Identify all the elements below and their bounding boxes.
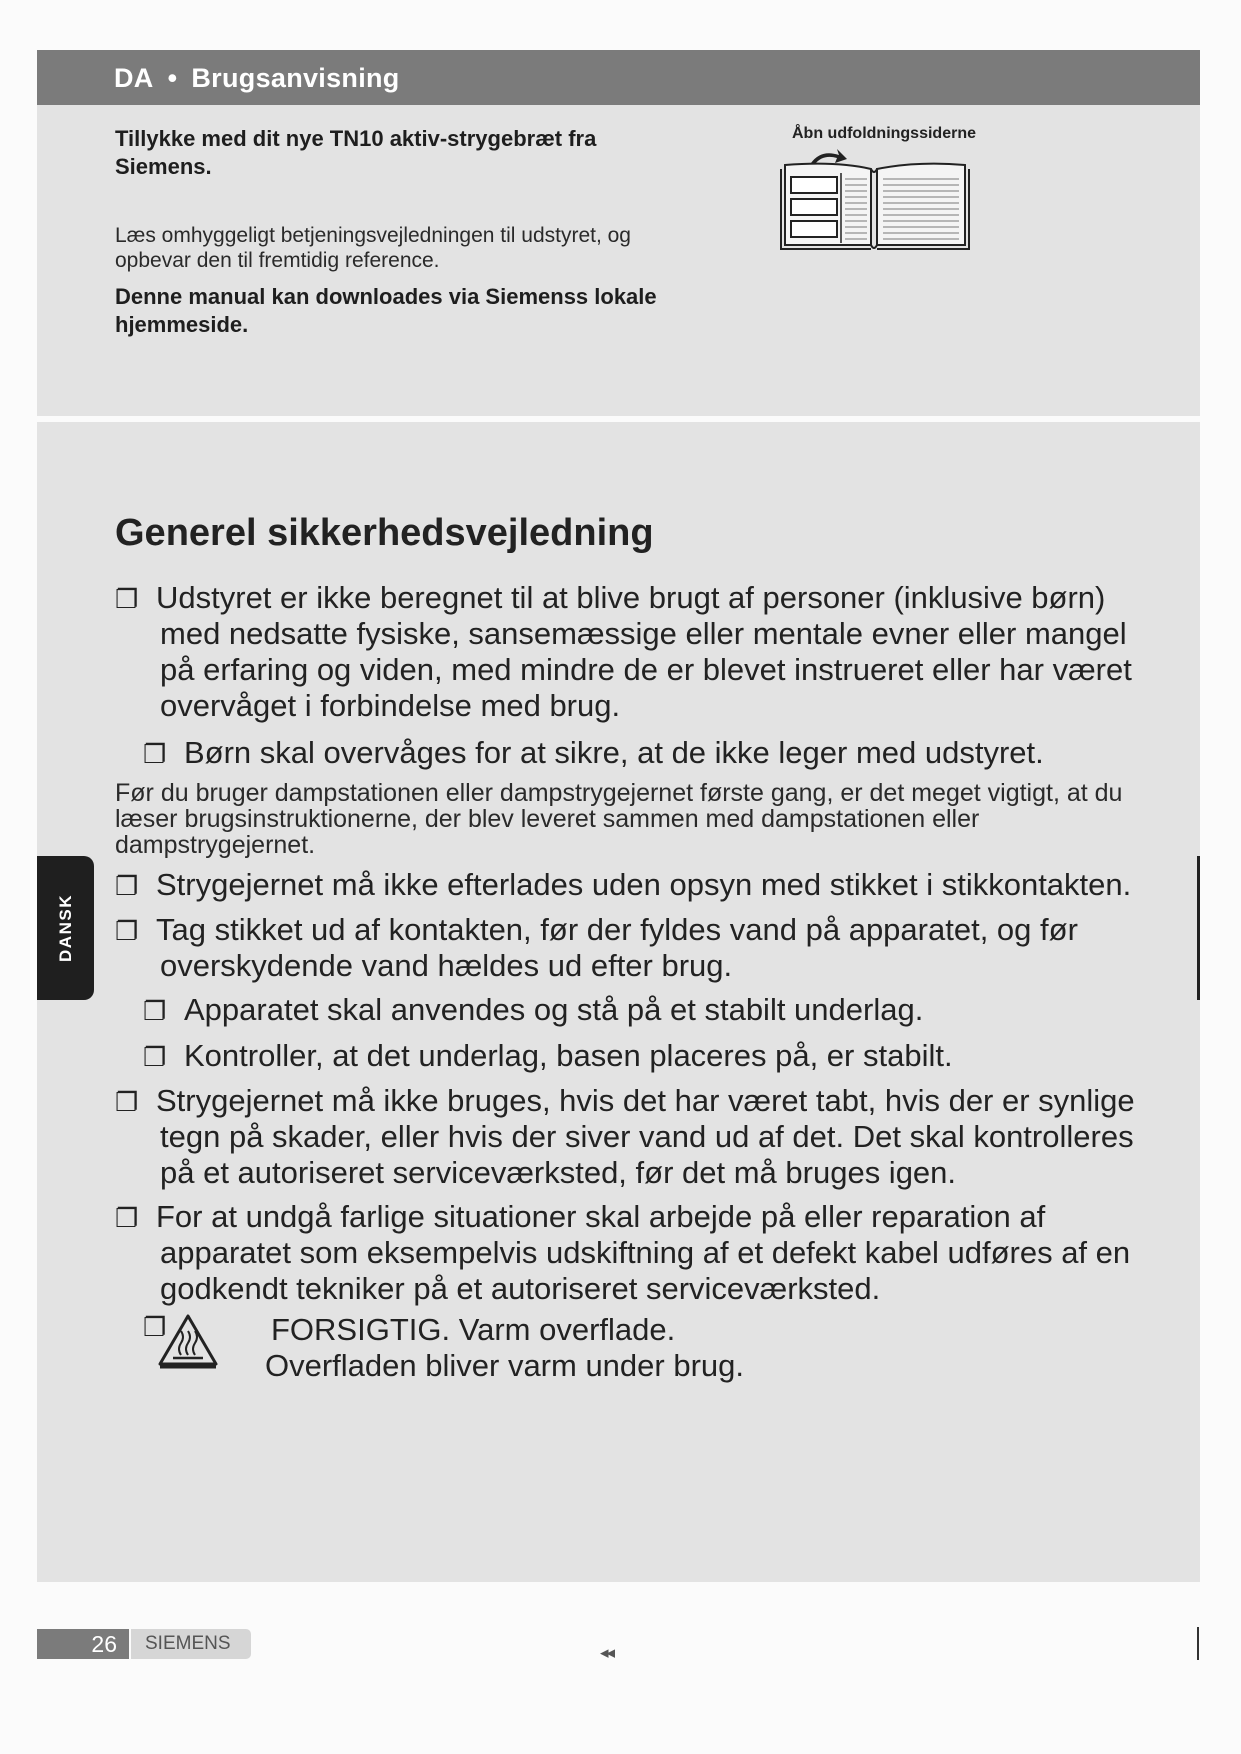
safety-subitem [143, 1038, 1193, 1074]
safety-item [115, 867, 1165, 903]
intro-download-note: Denne manual kan downloades via Siemenss lokale hjemmeside. [115, 284, 657, 337]
safety-item-text: Udstyret er ikke beregnet til at blive brugt af personer (inklusive børn) med nedsatte fysiske, sansemæssige eller mentale evner eller mangel på erfaring og viden, med mindre de er blevet instrueret eller har været overvåget i forbindelse med brug. [156, 580, 1132, 723]
language-side-tab [37, 856, 94, 1000]
open-book-icon [777, 147, 973, 255]
side-tab-label: DANSK [55, 894, 75, 962]
checkbox-icon: ❐ [143, 1042, 167, 1072]
header-doc-title: Brugsanvisning [191, 63, 400, 93]
safety-item [115, 1199, 1165, 1307]
safety-item-text: Apparatet skal anvendes og stå på et stabilt underlag. [184, 992, 924, 1027]
header-title [114, 63, 400, 94]
caution-title: FORSIGTIG. Varm overflade. [271, 1312, 676, 1347]
safety-item-text: Kontroller, at det underlag, basen placeres på, er stabilt. [184, 1038, 953, 1073]
header-separator: • [167, 63, 178, 93]
header-bar [37, 50, 1200, 105]
main-panel [37, 422, 1200, 1582]
checkbox-icon: ❐ [115, 584, 139, 614]
fold-out-label: Åbn udfoldningssiderne [792, 125, 976, 142]
edge-marker [1197, 856, 1200, 1000]
checkbox-icon: ❐ [115, 871, 139, 901]
safety-item-text: Strygejernet må ikke bruges, hvis det har været tabt, hvis der er synlige tegn på skader, eller hvis der siver vand ud af det. Det skal kontrolleres på et autoriseret serviceværksted, før det må bruges igen. [156, 1083, 1135, 1190]
intro-title: Tillykke med dit nye TN10 aktiv-strygebræt fra Siemens. [115, 126, 597, 179]
first-use-note: Før du bruger dampstationen eller dampstrygejernet første gang, er det meget vigtigt, at du læser brugsinstruktionerne, der blev leveret sammen med dampstationen eller dampstrygejernet. [115, 779, 1123, 859]
back-arrows-icon[interactable]: ◂◂ [600, 1643, 614, 1662]
header-lang: DA [114, 63, 154, 93]
checkbox-icon: ❐ [143, 1312, 167, 1342]
safety-item-text: For at undgå farlige situationer skal arbejde på eller reparation af apparatet som eksempelvis udskiftning af et defekt kabel udføres af en godkendt tekniker på et autoriseret serviceværksted. [156, 1199, 1131, 1306]
safety-item [115, 1083, 1165, 1191]
footer-edge-marker [1197, 1627, 1199, 1660]
checkbox-icon: ❐ [143, 996, 167, 1026]
intro-panel [37, 105, 1200, 416]
hot-surface-warning-icon [157, 1313, 219, 1369]
safety-item-text: Strygejernet må ikke efterlades uden opsyn med stikket i stikkontakten. [156, 867, 1132, 902]
safety-item [115, 580, 1165, 724]
intro-body: Læs omhyggeligt betjeningsvejledningen til udstyret, og opbevar den til fremtidig reference. [115, 224, 631, 272]
safety-subitem [143, 992, 1193, 1028]
section-title: Generel sikkerhedsvejledning [115, 512, 654, 554]
checkbox-icon: ❐ [143, 739, 167, 769]
footer-brand: SIEMENS [131, 1629, 251, 1659]
caution-text: Overfladen bliver varm under brug. [265, 1348, 745, 1383]
checkbox-icon: ❐ [115, 1087, 139, 1117]
checkbox-icon: ❐ [115, 1203, 139, 1233]
safety-item-text: Tag stikket ud af kontakten, før der fyldes vand på apparatet, og før overskydende vand hældes ud efter brug. [156, 912, 1078, 983]
safety-item [115, 912, 1165, 984]
safety-item-text: Børn skal overvåges for at sikre, at de ikke leger med udstyret. [184, 735, 1044, 770]
page-number: 26 [37, 1629, 129, 1659]
checkbox-icon: ❐ [115, 916, 139, 946]
safety-subitem [143, 735, 1193, 771]
